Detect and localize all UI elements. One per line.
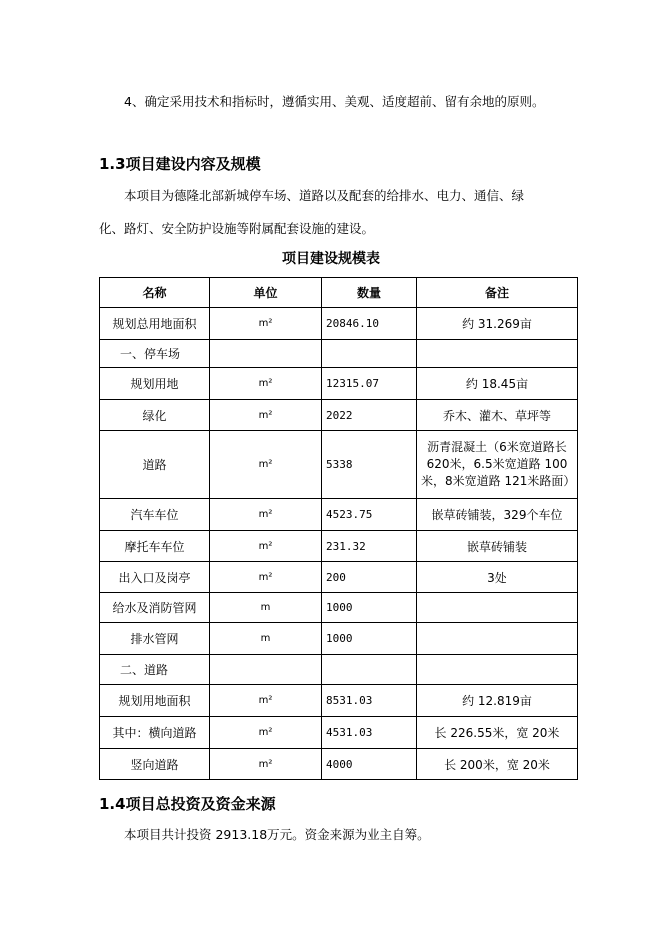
cell-unit: m bbox=[210, 623, 322, 655]
section-heading-1-3: 1.3项目建设内容及规模 bbox=[99, 155, 261, 173]
paragraph-investment: 本项目共计投资 2913.18万元。资金来源为业主自筹。 bbox=[124, 827, 430, 842]
cell-name: 摩托车车位 bbox=[100, 531, 210, 562]
section-label-parking: 一、停车场 bbox=[100, 340, 210, 368]
remark-line: 米，8米宽道路 121米路面） bbox=[421, 474, 576, 488]
cell-quantity: 4000 bbox=[322, 749, 417, 780]
cell-quantity: 200 bbox=[322, 562, 417, 593]
cell-remark bbox=[417, 593, 578, 623]
cell-unit: m² bbox=[210, 749, 322, 780]
cell-name: 道路 bbox=[100, 431, 210, 499]
cell-unit: m² bbox=[210, 499, 322, 531]
cell-quantity: 4523.75 bbox=[322, 499, 417, 531]
table-row bbox=[100, 499, 578, 531]
cell-unit: m² bbox=[210, 685, 322, 717]
cell-remark: 嵌草砖铺装 bbox=[417, 531, 578, 562]
table-row bbox=[100, 562, 578, 593]
cell-remark: 约 31.269亩 bbox=[417, 308, 578, 340]
paragraph-scope-line-1: 本项目为德隆北部新城停车场、道路以及配套的给排水、电力、通信、绿 bbox=[124, 188, 525, 203]
cell-remark bbox=[417, 431, 578, 499]
table-row bbox=[100, 593, 578, 623]
header-quantity: 数量 bbox=[322, 278, 417, 308]
table-row bbox=[100, 717, 578, 749]
cell-remark bbox=[417, 623, 578, 655]
cell-quantity: 2022 bbox=[322, 400, 417, 431]
cell-name: 规划用地面积 bbox=[100, 685, 210, 717]
cell-remark: 约 12.819亩 bbox=[417, 685, 578, 717]
table-row bbox=[100, 749, 578, 780]
cell-unit: m² bbox=[210, 531, 322, 562]
paragraph-scope-line-2: 化、路灯、安全防护设施等附属配套设施的建设。 bbox=[99, 221, 375, 236]
cell-quantity: 1000 bbox=[322, 623, 417, 655]
cell-name: 规划总用地面积 bbox=[100, 308, 210, 340]
paragraph-principle-4: 4、确定采用技术和指标时，遵循实用、美观、适度超前、留有余地的原则。 bbox=[124, 94, 545, 109]
cell-quantity: 20846.10 bbox=[322, 308, 417, 340]
cell-quantity: 12315.07 bbox=[322, 368, 417, 400]
cell-remark: 长 200米，宽 20米 bbox=[417, 749, 578, 780]
cell-name: 竖向道路 bbox=[100, 749, 210, 780]
cell-unit: m² bbox=[210, 308, 322, 340]
table-title: 项目建设规模表 bbox=[282, 251, 380, 267]
header-name: 名称 bbox=[100, 278, 210, 308]
header-unit: 单位 bbox=[210, 278, 322, 308]
cell-remark: 3处 bbox=[417, 562, 578, 593]
table-row bbox=[100, 400, 578, 431]
remark-line: 620米，6.5米宽道路 100 bbox=[426, 457, 568, 471]
cell-quantity: 4531.03 bbox=[322, 717, 417, 749]
cell-remark: 嵌草砖铺装，329个车位 bbox=[417, 499, 578, 531]
table-row bbox=[100, 685, 578, 717]
cell-remark: 约 18.45亩 bbox=[417, 368, 578, 400]
cell-name: 汽车车位 bbox=[100, 499, 210, 531]
cell-remark: 乔木、灌木、草坪等 bbox=[417, 400, 578, 431]
cell-name: 出入口及岗亭 bbox=[100, 562, 210, 593]
cell-unit: m² bbox=[210, 400, 322, 431]
cell-unit: m² bbox=[210, 431, 322, 499]
table-section-row bbox=[100, 655, 578, 685]
cell-name: 其中：横向道路 bbox=[100, 717, 210, 749]
section-label-road: 二、道路 bbox=[100, 655, 210, 685]
cell-quantity: 1000 bbox=[322, 593, 417, 623]
cell-unit: m² bbox=[210, 368, 322, 400]
table-row bbox=[100, 531, 578, 562]
remark-line: 沥青混凝土（6米宽道路长 bbox=[427, 440, 567, 454]
cell-unit: m² bbox=[210, 562, 322, 593]
cell-unit: m bbox=[210, 593, 322, 623]
table-row bbox=[100, 368, 578, 400]
cell-name: 绿化 bbox=[100, 400, 210, 431]
cell-quantity: 8531.03 bbox=[322, 685, 417, 717]
cell-unit: m² bbox=[210, 717, 322, 749]
cell-quantity: 5338 bbox=[322, 431, 417, 499]
header-remark: 备注 bbox=[417, 278, 578, 308]
cell-quantity: 231.32 bbox=[322, 531, 417, 562]
construction-scale-table bbox=[99, 277, 578, 780]
table-row bbox=[100, 308, 578, 340]
cell-name: 给水及消防管网 bbox=[100, 593, 210, 623]
table-row bbox=[100, 623, 578, 655]
cell-name: 规划用地 bbox=[100, 368, 210, 400]
table-header-row bbox=[100, 278, 578, 308]
table-row bbox=[100, 431, 578, 499]
table-section-row bbox=[100, 340, 578, 368]
cell-remark: 长 226.55米，宽 20米 bbox=[417, 717, 578, 749]
section-heading-1-4: 1.4项目总投资及资金来源 bbox=[99, 795, 276, 813]
cell-name: 排水管网 bbox=[100, 623, 210, 655]
